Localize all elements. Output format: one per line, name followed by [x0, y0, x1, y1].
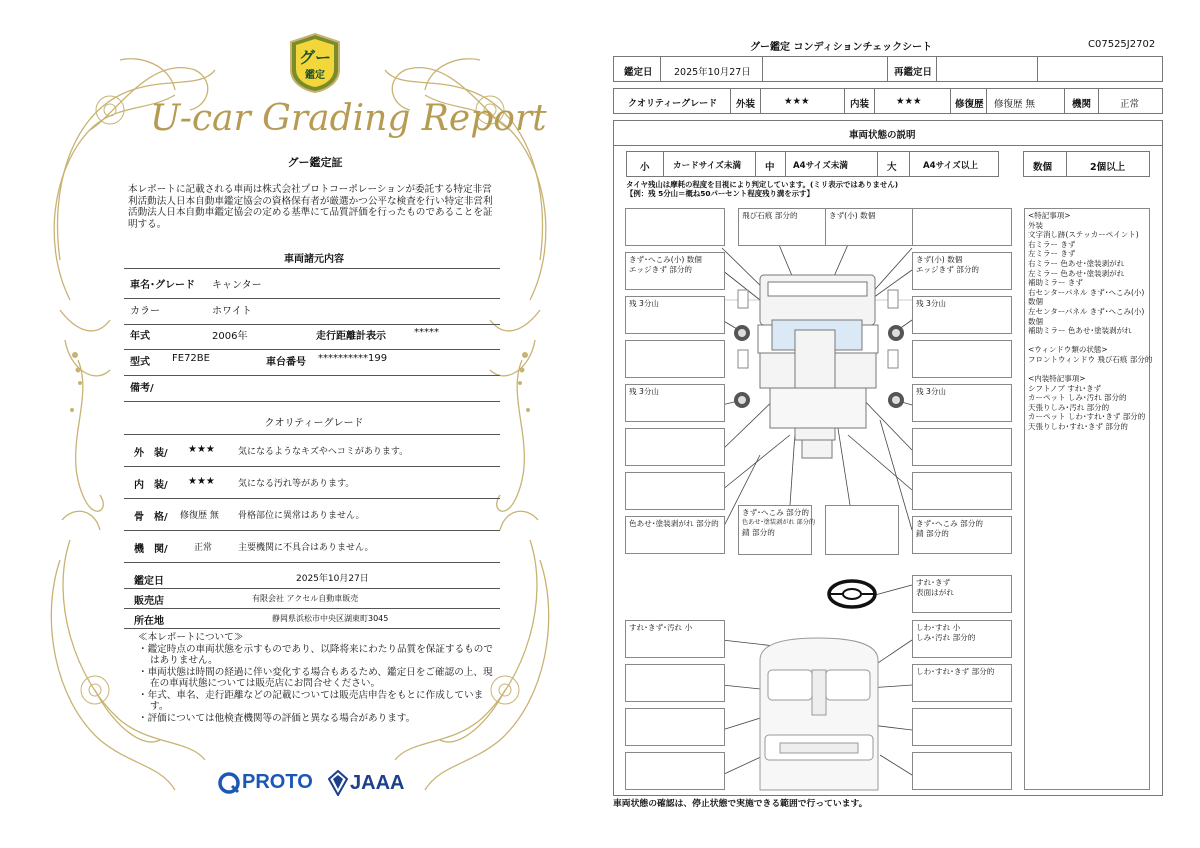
address-label: 所在地	[134, 616, 164, 627]
callout-box	[738, 505, 816, 555]
repair-label: 修復歴	[955, 99, 984, 110]
chassis-value: **********199	[318, 353, 388, 364]
callout-text: エッジきず 部分的	[916, 265, 980, 274]
callout-box	[912, 428, 1012, 466]
frame-label: 骨 格/	[134, 512, 168, 523]
year-label: 年式	[130, 331, 150, 342]
logo-text: グー	[298, 48, 332, 67]
cell-divider	[874, 89, 875, 113]
interior-label: 内装	[850, 99, 870, 110]
callout-text: きず(小) 数個	[916, 255, 963, 264]
exterior-label: 外 装/	[134, 448, 168, 459]
callout-box	[912, 296, 1012, 334]
legend-small: 小	[640, 162, 650, 173]
address: 静岡県浜松市中央区湖東町3045	[272, 614, 389, 623]
remarks-label: 備考/	[130, 383, 154, 394]
note-line: カーペット しみ･汚れ 部分的	[1028, 393, 1127, 403]
note-line: 右センターパネル きず･へこみ(小)	[1028, 287, 1145, 297]
quality-row-engine	[124, 532, 500, 563]
notice-item: ・年式、車名、走行距離などの記載については販売店申告をもとに作成しています。	[138, 689, 484, 712]
quality-label: クオリティーグレード	[628, 99, 718, 109]
callout-text: 残 3分山	[916, 387, 947, 396]
note-line: <特記事項>	[1028, 211, 1071, 220]
note-line: 天張りしみ･汚れ 部分的	[1028, 402, 1110, 412]
interior-value: ★★★	[896, 96, 922, 107]
note-line: 天張りしわ･すれ･きず 部分的	[1028, 422, 1128, 432]
note-spacer	[1028, 365, 1146, 375]
callout-text: すれ･きず	[916, 578, 951, 587]
callout-box	[625, 708, 725, 746]
cell-divider	[663, 152, 664, 176]
callout-text: きず･へこみ 部分的	[742, 508, 809, 517]
exterior-label: 外装	[736, 99, 756, 110]
callout-box	[912, 252, 1012, 290]
note-line: 左ミラー 色あせ･塗装剥がれ	[1028, 268, 1125, 278]
callout-text: 残 3分山	[629, 299, 660, 308]
jaaa-logo: JAAA	[350, 772, 405, 794]
dealer-row	[124, 588, 500, 609]
sheet-code: C07525J2702	[1088, 39, 1156, 50]
cell-divider	[887, 57, 888, 81]
interior-stars: ★★★	[188, 476, 215, 487]
cert-body: 本レポートに記載される車両は株式会社プロトコーポレーションが委託する特定非営利活動法人日本自動車鑑定協会の資格保有者が厳選かつ公平な検査を行い特定非営利活動法人日本自動車鑑定協会の定める基準にて品質評価を行ったものであることを証明する。	[128, 184, 493, 230]
callout-box	[912, 340, 1012, 378]
logo-subtext: 鑑定	[305, 70, 325, 81]
callout-text: 色あせ･塗装剥がれ 部分的	[629, 519, 719, 528]
script-title: U-car Grading Report	[150, 98, 547, 139]
callout-box	[912, 516, 1012, 554]
legend-count: 数個	[1033, 162, 1053, 173]
callout-box	[625, 752, 725, 790]
callout-box	[912, 620, 1012, 658]
name-label: 車名･グレード	[130, 280, 195, 291]
legend-medium-desc: A4サイズ未満	[793, 161, 848, 171]
exterior-value: ★★★	[784, 96, 810, 107]
note-line: 数個	[1028, 297, 1043, 307]
callout-box	[625, 296, 725, 334]
appraisal-date-label: 鑑定日	[134, 576, 164, 587]
cell-divider	[986, 89, 987, 113]
interior-text: 気になる汚れ等があります。	[238, 479, 355, 489]
cell-divider	[660, 57, 661, 81]
note-line: 外装	[1028, 220, 1043, 230]
dealer-label: 販売店	[134, 596, 164, 607]
notice	[138, 632, 498, 724]
cell-divider	[755, 152, 756, 176]
callout-text: 錆 部分的	[916, 529, 949, 538]
repair-value: 修復歴 無	[994, 99, 1036, 110]
notice-item: ・評価については他検査機関等の評価と異なる場合があります。	[138, 712, 416, 724]
engine-value: 正常	[194, 543, 213, 553]
legend-large: 大	[887, 162, 897, 173]
name-value: キャンター	[212, 280, 262, 291]
cell-divider	[950, 89, 951, 113]
callout-text: 色あせ･塗装剥がれ 部分的	[742, 519, 816, 526]
note-line: 右ミラー 色あせ･塗装剥がれ	[1028, 258, 1125, 268]
quality-title: クオリティーグレード	[264, 418, 364, 429]
date-value: 2025年10月27日	[674, 67, 751, 78]
tire-note-line: 【例：残 5分山＝概ね50パーセント程度残り溝を示す】	[626, 189, 814, 198]
model-value: FE72BE	[172, 353, 210, 364]
date-row	[613, 56, 1163, 82]
callout-text: しわ･すれ 小	[916, 623, 961, 632]
condition-title: 車両状態の説明	[849, 130, 916, 141]
footer-note: 車両状態の確認は、停止状態で実施できる範囲で行っています。	[613, 799, 868, 809]
callout-text: しわ･すれ･きず 部分的	[916, 667, 995, 676]
callout-box	[625, 516, 725, 554]
callout-box	[912, 384, 1012, 422]
engine-label: 機 関/	[134, 544, 168, 555]
cell-divider	[1037, 57, 1038, 81]
model-label: 型式	[130, 357, 150, 368]
note-line: 左センターパネル きず･へこみ(小)	[1028, 306, 1145, 316]
note-spacer	[1028, 336, 1146, 346]
divider	[124, 434, 500, 435]
reappraisal-label: 再鑑定日	[894, 67, 933, 78]
cell-divider	[844, 89, 845, 113]
tire-note-line: タイヤ残山は摩耗の程度を目視により判定しています。(ミリ表示ではありません)	[626, 180, 899, 189]
cell-divider	[760, 89, 761, 113]
frame-value: 修復歴 無	[180, 511, 219, 521]
address-row	[124, 608, 500, 629]
appraisal-date-row	[124, 566, 500, 589]
cell-divider	[730, 89, 731, 113]
callout-text: きず(小) 数個	[829, 211, 876, 220]
callout-text: 残 3分山	[629, 387, 660, 396]
callout-text: すれ･きず･汚れ 小	[629, 623, 693, 632]
callout-box	[912, 752, 1012, 790]
callout-text: 残 3分山	[916, 299, 947, 308]
specs-title: 車両諸元内容	[284, 254, 344, 265]
color-label: カラー	[130, 306, 160, 317]
callout-text: きず･へこみ 部分的	[916, 519, 983, 528]
callout-box	[625, 208, 725, 246]
note-line: 左ミラー きず	[1028, 249, 1076, 259]
callout-box	[912, 208, 1012, 246]
proto-logo-icon	[218, 772, 240, 794]
year-value: 2006年	[212, 331, 248, 342]
callout-box	[625, 664, 725, 702]
callout-box	[825, 208, 925, 246]
quality-row-interior	[124, 468, 500, 499]
cell-divider	[936, 57, 937, 81]
count-legend	[1023, 151, 1150, 177]
note-line: 補助ミラー 色あせ･塗装剥がれ	[1028, 326, 1132, 336]
cell-divider	[1066, 152, 1067, 176]
callout-box	[912, 664, 1012, 702]
engine-text: 主要機関に不具合はありません。	[238, 543, 374, 553]
jaaa-logo-icon	[328, 770, 348, 796]
callout-text: エッジきず 部分的	[629, 265, 693, 274]
appraisal-date: 2025年10月27日	[296, 574, 369, 584]
cell-divider	[785, 152, 786, 176]
quality-row	[613, 88, 1163, 114]
legend-small-desc: カードサイズ未満	[673, 161, 742, 171]
callout-box	[625, 384, 725, 422]
condition-header	[614, 121, 1162, 146]
note-line: フロントウィンドウ 飛び石痕 部分的	[1028, 354, 1153, 364]
callout-box	[825, 505, 899, 555]
cell-divider	[762, 57, 763, 81]
cell-divider	[1064, 89, 1065, 113]
steering-wheel-icon	[829, 581, 875, 607]
note-line: カーペット しわ･すれ･きず 部分的	[1028, 412, 1146, 422]
cell-divider	[877, 152, 878, 176]
note-line: 文字消し跡(ステッカーペイント)	[1028, 230, 1139, 240]
interior-label: 内 装/	[134, 480, 168, 491]
callout-text: 錆 部分的	[742, 528, 775, 537]
callout-text: きず･へこみ(小) 数個	[629, 255, 702, 264]
tire-note	[626, 180, 898, 198]
date-label: 鑑定日	[624, 67, 653, 78]
special-notes	[1024, 208, 1153, 790]
frame-text: 骨格部位に異常はありません。	[238, 511, 365, 521]
quality-row-exterior	[124, 436, 500, 467]
note-line: 数個	[1028, 316, 1043, 326]
note-line: 右ミラー きず	[1028, 239, 1076, 249]
cell-divider	[1098, 89, 1099, 113]
quality-row-frame	[124, 500, 500, 531]
callout-box	[912, 472, 1012, 510]
callout-text: しみ･汚れ 部分的	[916, 633, 976, 642]
callout-box	[738, 208, 838, 246]
size-legend	[626, 151, 999, 177]
callout-box	[625, 252, 725, 290]
note-line: <ウィンドウ類の状態>	[1028, 345, 1108, 355]
note-line: 補助ミラー きず	[1028, 278, 1083, 288]
cell-divider	[909, 152, 910, 176]
sheet-title: グー鑑定 コンディションチェックシート	[750, 42, 933, 53]
dealer: 有限会社 アクセル自動車販売	[252, 594, 359, 603]
proto-logo: PROTO	[242, 771, 313, 793]
exterior-stars: ★★★	[188, 444, 215, 455]
notice-item: ・車両状態は時間の経過に伴い変化する場合もあるため、鑑定日をご確認の上、現在の車両状態については販売店にお問合せください。	[138, 666, 493, 689]
callout-text: 表面はがれ	[916, 588, 954, 597]
mileage-label: 走行距離計表示	[316, 331, 386, 342]
callout-box	[625, 620, 725, 658]
notice-item: ・鑑定時点の車両状態を示すものであり、以降将来にわたり品質を保証するものではありません。	[138, 643, 493, 666]
legend-large-desc: A4サイズ以上	[923, 161, 978, 171]
engine-label: 機関	[1072, 99, 1092, 110]
engine-value: 正常	[1120, 99, 1140, 110]
callout-box	[912, 575, 1012, 613]
callout-box	[625, 340, 725, 378]
callout-box	[912, 708, 1012, 746]
legend-medium: 中	[765, 162, 775, 173]
callout-text: 飛び石痕 部分的	[742, 211, 798, 220]
note-line: <内装特記事項>	[1028, 374, 1086, 384]
exterior-text: 気になるようなキズやヘコミがあります。	[238, 447, 409, 457]
spec-row-remarks	[124, 371, 500, 402]
cert-title: グー鑑定証	[287, 156, 343, 169]
callout-box	[625, 428, 725, 466]
notice-title: ≪本レポートについて≫	[138, 632, 244, 643]
note-line: シフトノブ すれ･きず	[1028, 383, 1102, 393]
callout-box	[625, 472, 725, 510]
legend-count-desc: 2個以上	[1090, 162, 1126, 173]
chassis-label: 車台番号	[266, 357, 306, 368]
color-value: ホワイト	[212, 306, 252, 317]
goo-kantei-logo	[287, 32, 343, 94]
mileage-value: *****	[414, 327, 439, 338]
